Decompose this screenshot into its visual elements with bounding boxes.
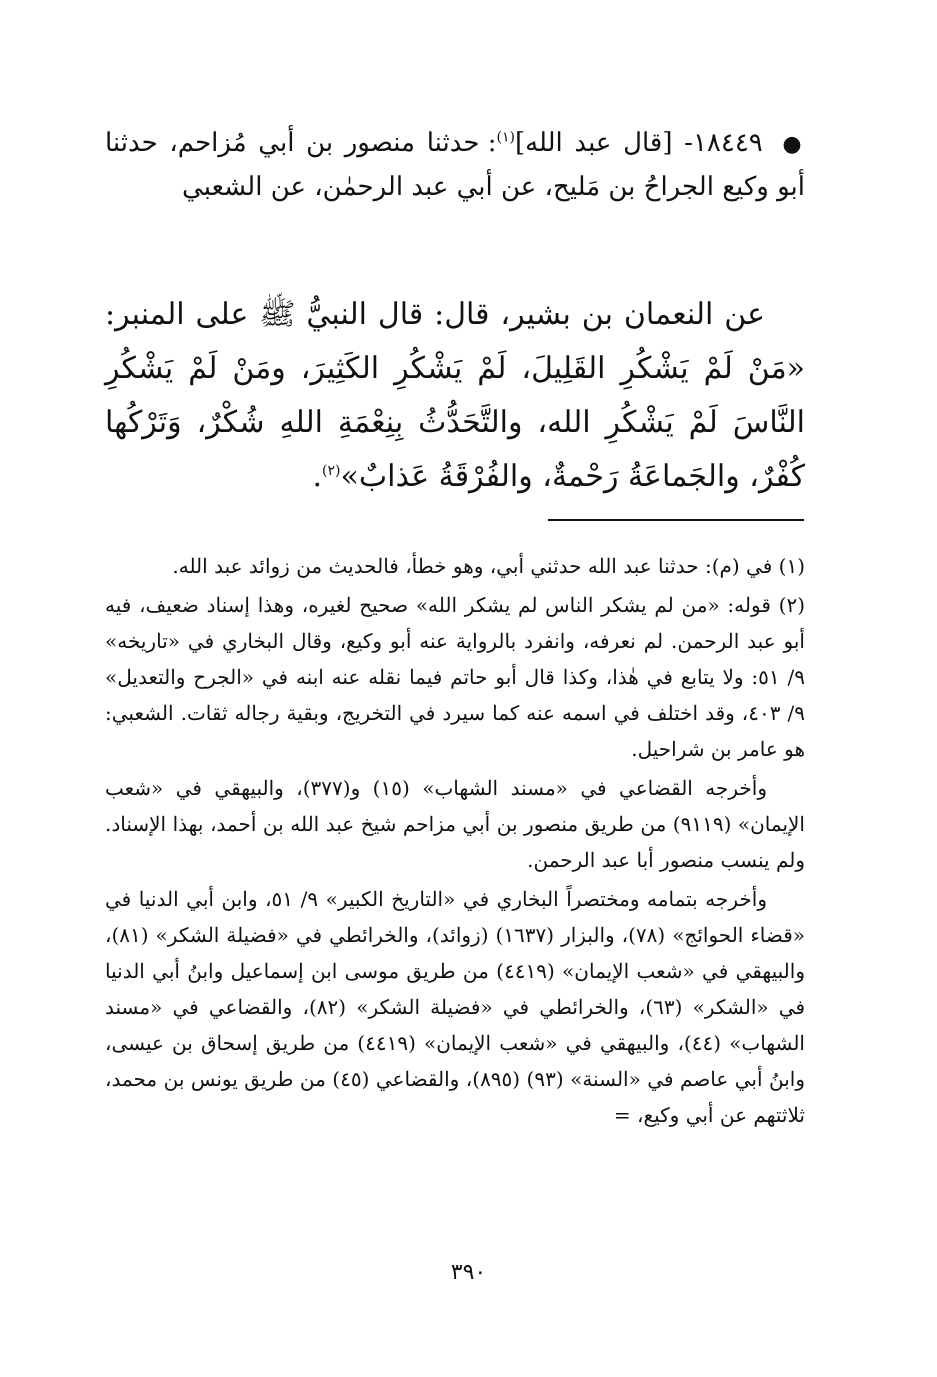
- footnote-2: (٢) قوله: «من لم يشكر الناس لم يشكر الله» صحيح لغيره، وهذا إسناد ضعيف، فيه أبو عبد الرحمن. لم نعرفه، وانفرد بالرواية عنه أبو وكيع، وقال البخاري في «تاريخه» ٩/ ٥١: ولا يتابع في هٰذا، وكذا قال أبو حاتم فيما نقله عنه ابنه في «الجرح والتعديل» ٩/ ٤٠٣، وقد اختلف في اسمه عنه كما سيرد في التخريج، وبقية رجاله ثقات. الشعبي: هو عامر بن شراحيل.: [105, 593, 805, 761]
- footnotes: [105, 548, 805, 1136]
- page-number: ٣٩٠: [450, 1260, 487, 1285]
- footnote-ref-2[interactable]: (٢): [322, 463, 341, 479]
- matn-text: عن النعمان بن بشير، قال: قال النبيُّ ﷺ على المنبر: «مَنْ لَمْ يَشْكُرِ القَلِيلَ، لَمْ يَشْكُرِ الكَثِيرَ، ومَنْ لَمْ يَشْكُرِ النَّاسَ لَمْ يَشْكُرِ الله، والتَّحَدُّثُ بِنِعْمَةِ اللهِ شُكْرٌ، وَتَرْكُها كُفْرٌ، والجَماعَةُ رَحْمةٌ، والفُرْقَةُ عَذابٌ»: [105, 297, 805, 494]
- footnote-ref-1[interactable]: (١): [496, 129, 515, 146]
- footnote-2-continuation: وأخرجه القضاعي في «مسند الشهاب» (١٥) و(٣٧٧)، والبيهقي في «شعب الإيمان» (٩١١٩) من طريق منصور بن أبي مزاحم شيخ عبد الله بن أحمد، بهذا الإسناد. ولم ينسب منصور أبا عبد الرحمن.: [105, 776, 805, 872]
- hadith-number: ١٨٤٤٩-: [684, 128, 763, 158]
- hadith-isnad: [105, 122, 805, 208]
- hadith-matn: [105, 288, 805, 504]
- matn-end: .: [312, 459, 323, 494]
- isnad-chain: : حدثنا منصور بن أبي مُزاحم، حدثنا أبو وكيع الجراحُ بن مَليح، عن أبي عبد الرحمٰن، عن الشعبي: [105, 128, 805, 202]
- footnote-2-continuation: وأخرجه بتمامه ومختصراً البخاري في «التاريخ الكبير» ٩/ ٥١، وابن أبي الدنيا في «قضاء الحوائج» (٧٨)، والبزار (١٦٣٧) (زوائد)، والخرائطي في «فضيلة الشكر» (٨١)، والبيهقي في «شعب الإيمان» (٤٤١٩) من طريق موسى ابن إسماعيل وابنُ أبي الدنيا في «الشكر» (٦٣)، والخرائطي في «فضيلة الشكر» (٨٢)، والقضاعي في «مسند الشهاب» (٤٤)، والبيهقي في «شعب الإيمان» (٤٤١٩) من طريق إسحاق بن عيسى، وابنُ أبي عاصم في «السنة» (٩٣) (٨٩٥)، والقضاعي (٤٥) من طريق يونس بن محمد، ثلاثتهم عن أبي وكيع، =: [105, 887, 806, 1127]
- footnote-1: (١) في (م): حدثنا عبد الله حدثني أبي، وهو خطأ، فالحديث من زوائد عبد الله.: [172, 554, 805, 578]
- footnote-divider: [548, 519, 804, 521]
- bullet-icon: ●: [782, 132, 806, 157]
- isnad-speaker: [قال عبد الله]: [514, 128, 673, 158]
